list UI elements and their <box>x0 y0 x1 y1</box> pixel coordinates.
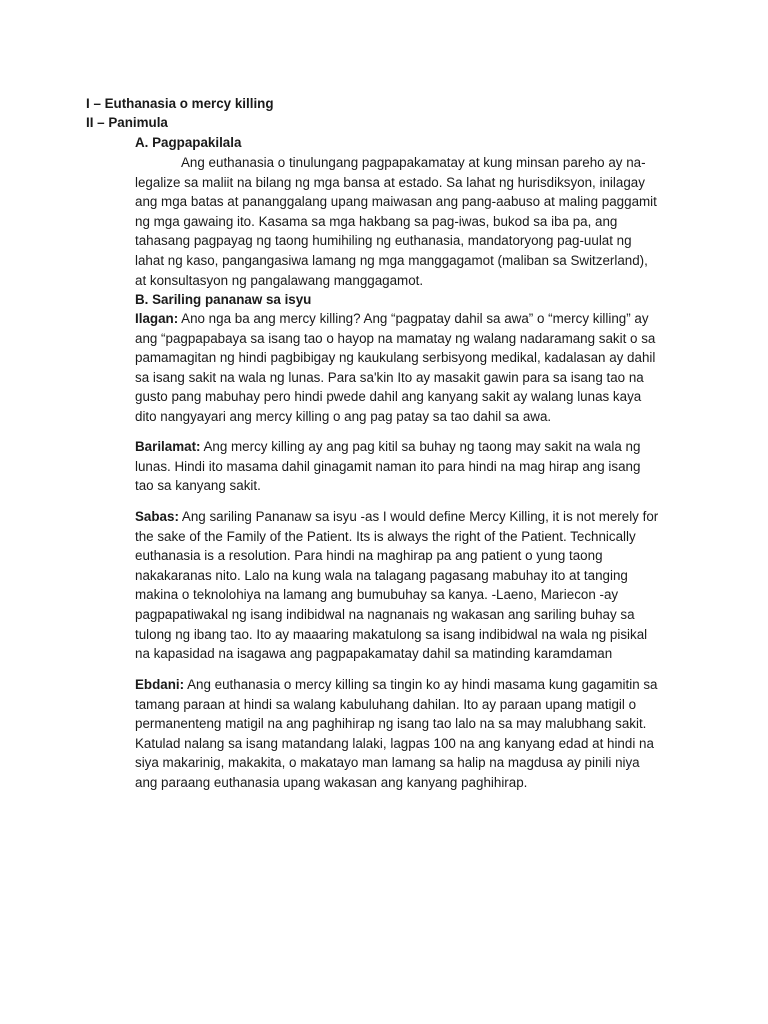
paragraph-line: Katulad nalang sa isang matandang lalaki, lagpas 100 na ang kanyang edad at hindi na <box>135 735 654 751</box>
paragraph-line: makina o teknolohiya na lamang ang bumubuhay sa kanya. -Laeno, Mariecon -ay <box>135 587 619 603</box>
opinion-sabas <box>135 507 680 664</box>
opinion-barilamat <box>135 437 680 496</box>
paragraph-line: tao sa kanyang sakit. <box>135 478 261 494</box>
paragraph-line: lunas. Hindi ito masama dahil ginagamit naman ito para hindi na mag hirap ang isang <box>135 458 641 474</box>
paragraph-line: ang paraang euthanasia upang wakasan ang kanyang paghihirap. <box>135 774 528 790</box>
paragraph-line: na kapasidad na isagawa ang pagpapakamatay dahil sa matinding karamdaman <box>135 646 613 662</box>
paragraph-line: ng mga gawaing ito. Kasama sa mga hakbang sa pag-iwas, bukod sa iba pa, ang <box>135 213 618 229</box>
author-name: Ilagan: <box>135 311 179 326</box>
paragraph-line: tamang paraan at hindi sa walang kabuluhang dahilan. Ito ay paraan upang matigil o <box>135 696 637 712</box>
opinion-ilagan <box>135 309 680 427</box>
author-name: Ebdani: <box>135 677 185 692</box>
heading-title: I – Euthanasia o mercy killing <box>86 96 274 111</box>
paragraph-line: gusto pang mabuhay pero hindi pwede dahil ang kanyang sakit ay walang lunas kaya <box>135 389 642 405</box>
heading-panimula: II – Panimula <box>86 115 168 130</box>
paragraph-line <box>135 437 680 457</box>
paragraph-line: euthanasia is a resolution. Para hindi na maghirap pa ang patient o yung taong <box>135 548 603 564</box>
section-a-paragraph <box>135 153 680 290</box>
paragraph-line: tulong ng ibang tao. Ito ay maaaring makatulong sa isang indibidwal na wala ng pisikal <box>135 626 648 642</box>
paragraph-line: ang mga batas at pananggalang upang maiwasan ang pang-aabuso at maling paggamit <box>135 194 657 210</box>
section-b-title: B. Sariling pananaw sa isyu <box>135 292 312 307</box>
paragraph-line: legalize sa maliit na bilang ng mga bansa at estado. Sa lahat ng hurisdiksyon, inilagay <box>135 174 645 190</box>
paragraph-line: pagpapatiwakal ng isang indibidwal na nagnanais ng wakasan ang sariling buhay sa <box>135 606 635 622</box>
paragraph-line: pamamagitan ng hindi pagbibigay ng kaukulang serbisyong medikal, kadalasan ay dahil <box>135 350 656 366</box>
paragraph-line: sa isang sakit na wala ng lunas. Para sa'kin Ito ay masakit gawin para sa isang tao na <box>135 369 644 385</box>
paragraph-line: siya makarinig, makakita, o makatayo man lamang sa halip na magdusa ay pinili niya <box>135 755 640 771</box>
paragraph-text: Ang euthanasia o mercy killing sa tingin ko ay hindi masama kung gagamitin sa <box>184 677 658 692</box>
author-name: Barilamat: <box>135 439 201 454</box>
paragraph-text: Ang sariling Pananaw sa isyu -as I would define Mercy Killing, it is not merely for <box>178 509 659 524</box>
paragraph-line: nakakaranas nito. Lalo na kung wala na talagang pagasang mabuhay ito at tanging <box>135 567 628 583</box>
paragraph-line: lahat ng kaso, pangangasiwa lamang ng mga manggagamot (maliban sa Switzerland), <box>135 252 648 268</box>
section-a-title: A. Pagpapakilala <box>135 135 242 150</box>
author-name: Sabas: <box>135 509 179 524</box>
opinion-ebdani <box>135 675 680 793</box>
paragraph-line: Ang euthanasia o tinulungang pagpapakamatay at kung minsan pareho ay na- <box>181 155 646 170</box>
paragraph-line <box>135 309 680 329</box>
paragraph-line: at konsultasyon ng pangalawang manggagamot. <box>135 272 424 288</box>
paragraph-line: ang “pagpapabaya sa isang tao o hayop na mamatay ng walang nadaramang sakit o sa <box>135 330 656 346</box>
paragraph-line <box>135 675 680 695</box>
paragraph-text: Ang mercy killing ay ang pag kitil sa buhay ng taong may sakit na wala ng <box>200 439 641 454</box>
paragraph-line: the sake of the Family of the Patient. Its is always the right of the Patient. Technically <box>135 528 636 544</box>
paragraph-line: dito nangyayari ang mercy killing o ang pag patay sa tao dahil sa awa. <box>135 408 552 424</box>
paragraph-line: permanenteng matigil na ang paghihirap ng isang tao lalo na sa may malubhang sakit. <box>135 716 647 732</box>
paragraph-text: Ano nga ba ang mercy killing? Ang “pagpatay dahil sa awa” o “mercy killing” ay <box>178 311 649 326</box>
paragraph-line <box>135 507 680 527</box>
paragraph-line: tahasang pagpayag ng taong humihiling ng euthanasia, mandatoryong pag-uulat ng <box>135 233 632 249</box>
